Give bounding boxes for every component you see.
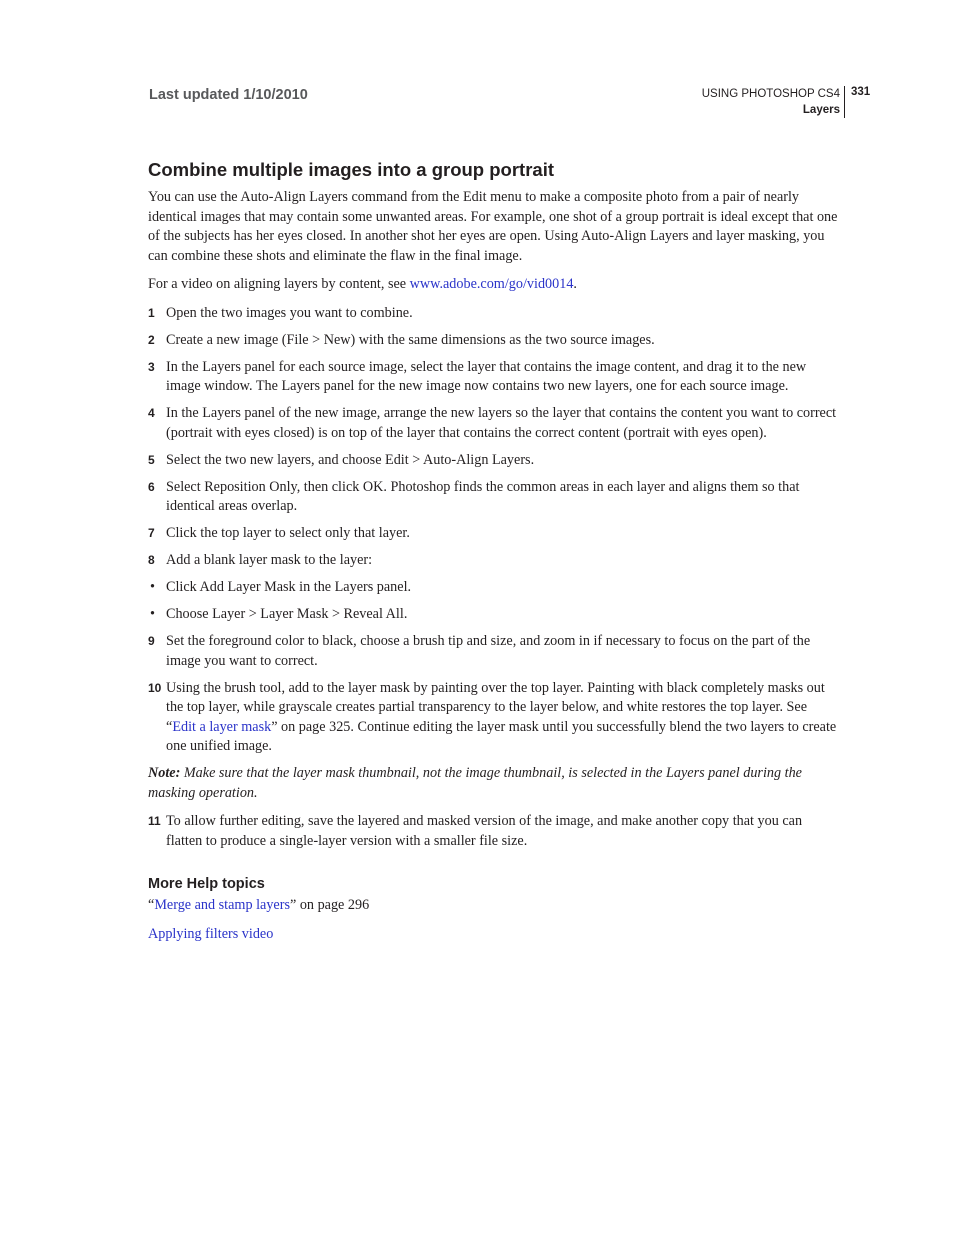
video-prefix: For a video on aligning layers by content, see xyxy=(148,276,410,292)
bullet-text: Choose Layer > Layer Mask > Reveal All. xyxy=(166,606,408,622)
note-label: Note: xyxy=(148,765,181,781)
main-content xyxy=(148,158,840,953)
note-paragraph xyxy=(148,764,840,803)
step-11 xyxy=(148,812,840,851)
running-header xyxy=(690,86,840,118)
intro-paragraph: You can use the Auto-Align Layers command from the Edit menu to make a composite photo from a pair of nearly identical images that may contain some unwanted areas. For example, one shot of a group portrait is ideal except that one of the subjects has her eyes closed. In another shot her eyes are open. Using Auto-Align Layers and layer masking, you can combine these shots and eliminate the flaw in the final image. xyxy=(148,189,838,264)
applying-filters-video-link[interactable]: Applying filters video xyxy=(148,925,274,942)
step-text: Add a blank layer mask to the layer: xyxy=(166,552,373,568)
step-10-text-a: Using the brush tool, add to the layer mask by painting over the top layer. Painting with black completely masks out the top layer, while grayscale creates partial transparency to the layer below, and white restores the top layer. See “ xyxy=(166,679,825,735)
header-last-updated: Last updated 1/10/2010 xyxy=(149,87,308,103)
bullet-mark: • xyxy=(150,606,155,622)
step-text: Create a new image (File > New) with the same dimensions as the two source images. xyxy=(166,331,655,348)
section-title: Layers xyxy=(802,104,840,116)
step-1 xyxy=(148,304,840,324)
related-open-quote: “ xyxy=(148,897,155,913)
step-text: Open the two images you want to combine. xyxy=(166,304,413,321)
step-text: In the Layers panel for each source image, select the layer that contains the image content, and drag it to the new image window. The Layers panel for the new image now contains two new layers, one for each source image. xyxy=(166,358,807,394)
video-paragraph xyxy=(148,275,840,295)
step-9 xyxy=(148,632,840,671)
related-page-ref: ” on page 296 xyxy=(289,897,370,913)
step-text: Select the two new layers, and choose Edit > Auto-Align Layers. xyxy=(166,451,535,468)
section-heading: Combine multiple images into a group portrait xyxy=(148,159,554,180)
step-number: 7 xyxy=(148,526,155,540)
step-3 xyxy=(148,358,840,397)
step-8 xyxy=(148,551,840,571)
step-4 xyxy=(148,404,840,443)
video-link[interactable]: www.adobe.com/go/vid0014 xyxy=(409,276,574,292)
step-number: 6 xyxy=(148,479,155,494)
bullet-item xyxy=(148,578,840,598)
step-number: 11 xyxy=(148,814,161,828)
step-text: To allow further editing, save the layered and masked version of the image, and make another copy that you can flatten to produce a single-layer version with a smaller file size. xyxy=(166,813,803,849)
step-number: 9 xyxy=(148,634,155,648)
step-10-text-b: ” on page 325. Continue editing the layer mask until you successfully blend the two layers to create one unified image. xyxy=(166,718,837,754)
step-number: 4 xyxy=(148,406,155,420)
step-text: In the Layers panel of the new image, arrange the new layers so the layer that contains the content you want to correct (portrait with eyes closed) is on top of the layer that contains the correct content (portrait with eyes open). xyxy=(166,405,837,441)
more-help-heading: More Help topics xyxy=(148,876,265,892)
step-text: Set the foreground color to black, choose a brush tip and size, and zoom in if necessary to focus on the part of the image you want to correct. xyxy=(166,633,811,669)
step-number: 5 xyxy=(148,452,155,467)
book-title: USING PHOTOSHOP CS4 xyxy=(701,88,840,100)
video-suffix: . xyxy=(573,276,577,292)
step-7 xyxy=(148,524,840,544)
header-divider xyxy=(844,86,845,118)
step-number: 8 xyxy=(148,553,155,567)
note-text: Make sure that the layer mask thumbnail, not the image thumbnail, is selected in the Layers panel during the masking operation. xyxy=(148,765,802,801)
step-10 xyxy=(148,679,840,757)
step-number: 2 xyxy=(148,332,155,347)
step-6 xyxy=(148,478,840,517)
step-number: 1 xyxy=(148,305,155,320)
step-text xyxy=(166,679,840,757)
related-topic-1 xyxy=(148,896,840,916)
page-number: 331 xyxy=(851,86,871,98)
merge-stamp-layers-link[interactable]: Merge and stamp layers xyxy=(154,897,290,913)
bullet-mark: • xyxy=(150,579,155,595)
step-text: Select Reposition Only, then click OK. Photoshop finds the common areas in each layer and aligns them so that identical areas overlap. xyxy=(166,478,800,514)
edit-layer-mask-link[interactable]: Edit a layer mask xyxy=(172,718,272,735)
step-5 xyxy=(148,451,840,471)
step-2 xyxy=(148,331,840,351)
related-topic-2 xyxy=(148,925,840,945)
step-number: 10 xyxy=(148,680,162,695)
step-number: 3 xyxy=(148,359,155,374)
bullet-item xyxy=(148,605,840,625)
bullet-text: Click Add Layer Mask in the Layers panel. xyxy=(166,579,412,595)
step-text: Click the top layer to select only that layer. xyxy=(166,525,410,541)
